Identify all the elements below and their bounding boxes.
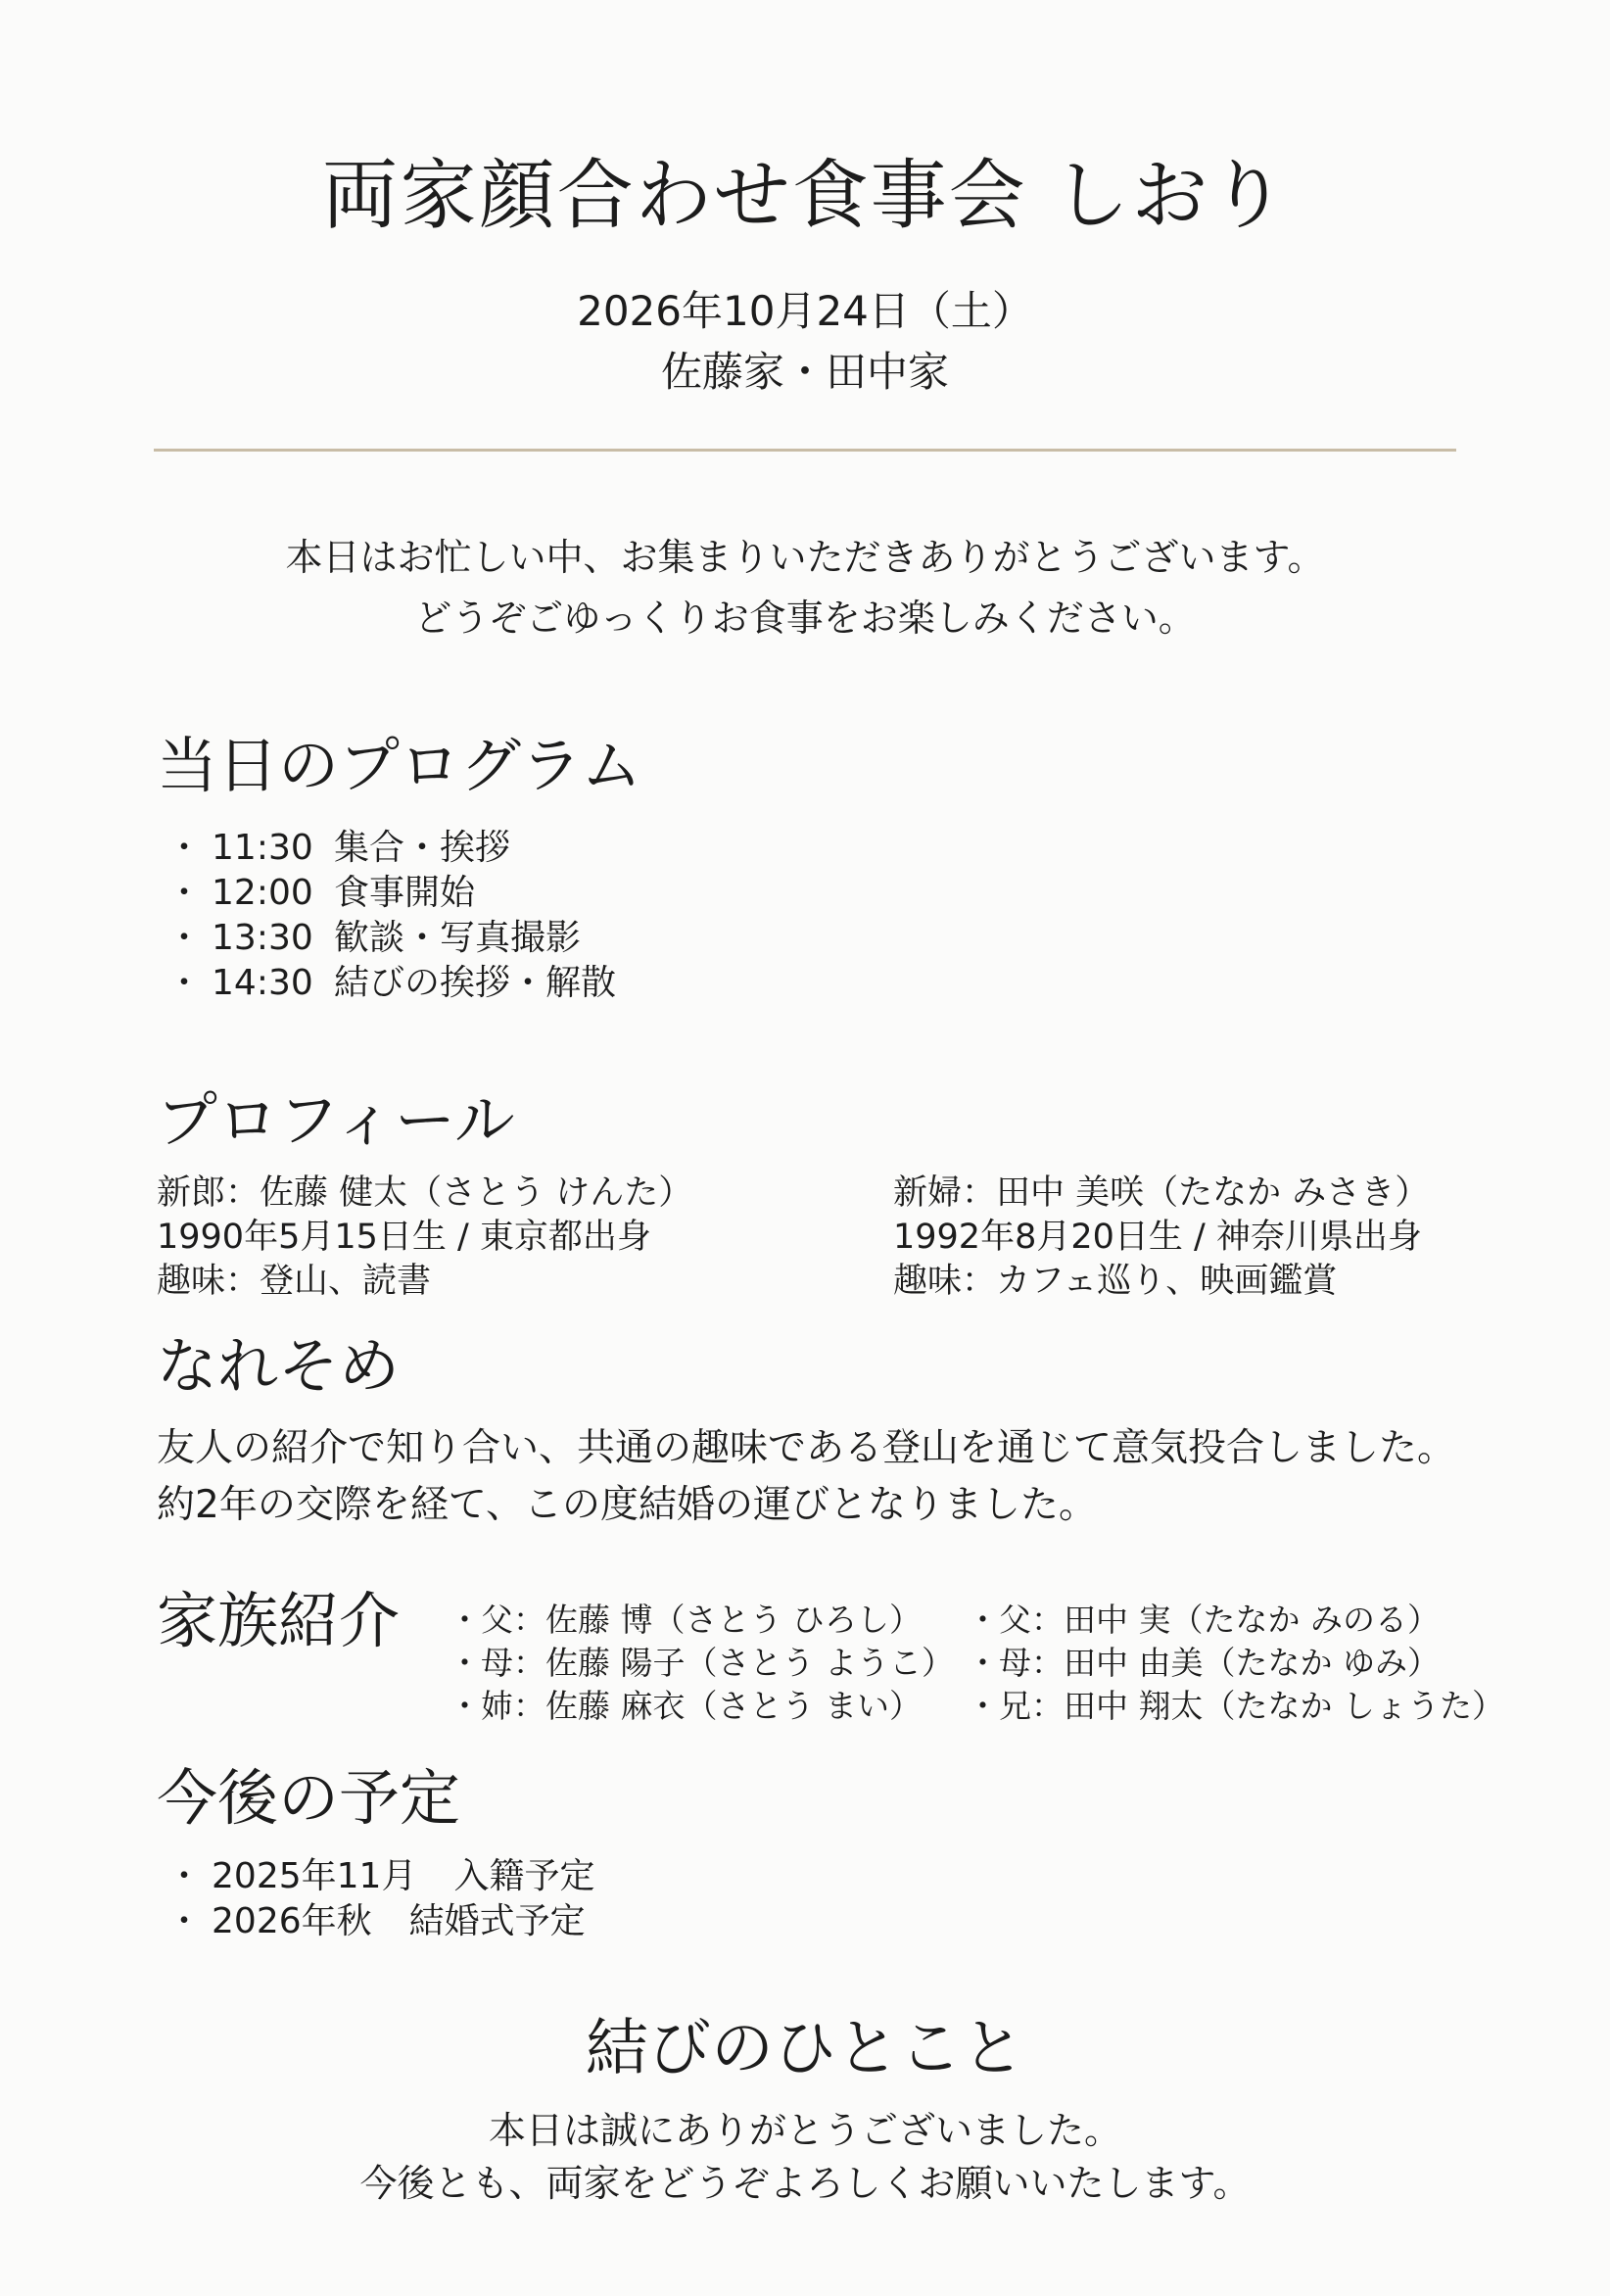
plan-item: ・ 2025年11月 入籍予定 <box>166 1856 595 1896</box>
greeting-line: 本日はお忙しい中、お集まりいただきありがとうございます。 <box>285 536 1325 579</box>
closing-heading: 結びのひとこと <box>586 2013 1024 2085</box>
closing-text <box>0 2104 1610 2210</box>
family-heading: 家族紹介 <box>157 1585 401 1656</box>
bride-profile <box>893 1172 1429 1304</box>
divider <box>154 449 1456 452</box>
program-heading: 当日のプログラム <box>157 730 642 801</box>
greeting-line: どうぞごゆっくりお食事をお楽しみください。 <box>414 597 1196 640</box>
story-line: 友人の紹介で知り合い、共通の趣味である登山を通じて意気投合しました。 <box>157 1426 1456 1470</box>
groom-birth: 1990年5月15日生 / 東京都出身 <box>157 1218 651 1257</box>
groom-profile <box>157 1172 692 1304</box>
plans-heading: 今後の予定 <box>157 1762 461 1834</box>
bride-birth: 1992年8月20日生 / 神奈川県出身 <box>893 1218 1422 1257</box>
family-member: ・兄：田中 翔太（たなか しょうた） <box>967 1687 1504 1725</box>
program-item: ・ 13:30 歓談・写真撮影 <box>166 918 582 958</box>
family-member: ・父：佐藤 博（さとう ひろし） <box>449 1601 922 1639</box>
page-title: 両家顔合わせ食事会 しおり <box>321 152 1289 240</box>
program-list <box>166 826 616 1006</box>
groom-hobby: 趣味：登山、読書 <box>157 1262 432 1301</box>
program-item: ・ 11:30 集合・挨拶 <box>166 828 511 868</box>
tanaka-family-list <box>967 1599 1504 1728</box>
program-item: ・ 14:30 結びの挨拶・解散 <box>166 963 617 1003</box>
family-member: ・母：佐藤 陽子（さとう ようこ） <box>449 1644 954 1682</box>
story-text <box>157 1420 1455 1534</box>
program-item: ・ 12:00 食事開始 <box>166 873 476 913</box>
groom-name: 新郎：佐藤 健太（さとう けんた） <box>157 1173 693 1213</box>
family-names: 佐藤家・田中家 <box>660 348 949 396</box>
story-heading: なれそめ <box>157 1330 401 1402</box>
event-date: 2026年10月24日（土） <box>577 287 1033 335</box>
plans-list <box>166 1854 594 1944</box>
bride-hobby: 趣味：カフェ巡り、映画鑑賞 <box>893 1262 1338 1301</box>
closing-line: 今後とも、両家をどうぞよろしくお願いいたします。 <box>359 2162 1251 2205</box>
plan-item: ・ 2026年秋 結婚式予定 <box>166 1901 586 1941</box>
family-member: ・母：田中 由美（たなか ゆみ） <box>967 1644 1440 1682</box>
profile-heading: プロフィール <box>157 1084 515 1156</box>
greeting <box>0 527 1610 648</box>
family-member: ・姉：佐藤 麻衣（さとう まい） <box>449 1687 922 1725</box>
family-member: ・父：田中 実（たなか みのる） <box>967 1601 1440 1639</box>
sato-family-list <box>449 1599 954 1728</box>
bride-name: 新婦：田中 美咲（たなか みさき） <box>893 1173 1430 1213</box>
closing-line: 本日は誠にありがとうございました。 <box>488 2109 1121 2152</box>
story-line: 約2年の交際を経て、この度結婚の運びとなりました。 <box>157 1483 1098 1527</box>
